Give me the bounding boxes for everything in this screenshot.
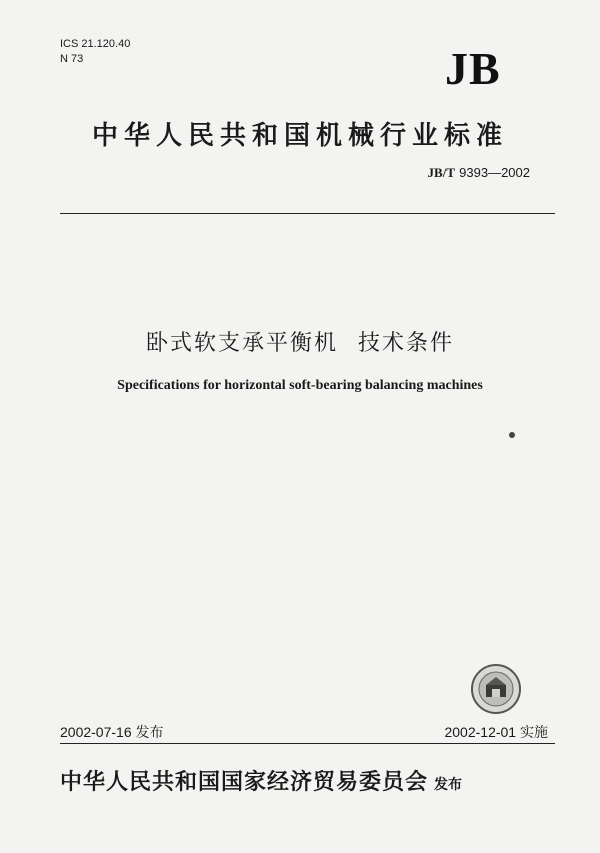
standard-title: 中华人民共和国机械行业标准 [91, 121, 508, 151]
classification-codes [60, 37, 130, 67]
speck-mark [509, 432, 515, 438]
bottom-divider [60, 743, 555, 744]
release-date: 2002-07-16 发布 [60, 724, 164, 740]
standard-year-number: 9393—2002 [459, 165, 530, 180]
publisher-suffix: 发布 [434, 777, 463, 793]
ccs-code: N 73 [60, 53, 84, 65]
jb-logo: JB [445, 43, 501, 94]
standard-number [428, 165, 530, 181]
seal-stamp-icon [470, 663, 522, 715]
publisher-name: 中华人民共和国国家经济贸易委员会 [60, 770, 429, 795]
title-cn-part2: 技术条件 [358, 331, 455, 356]
top-divider [60, 213, 555, 214]
title-cn-part1: 卧式软支承平衡机 [145, 331, 338, 356]
document-title-en: Specifications for horizontal soft-bearing balancing machines [117, 378, 483, 393]
ics-code: ICS 21.120.40 [60, 38, 131, 50]
publisher-line [60, 765, 462, 796]
document-title-cn [0, 326, 600, 357]
standard-code: JB/T [427, 165, 456, 180]
effective-date: 2002-12-01 实施 [444, 724, 548, 740]
